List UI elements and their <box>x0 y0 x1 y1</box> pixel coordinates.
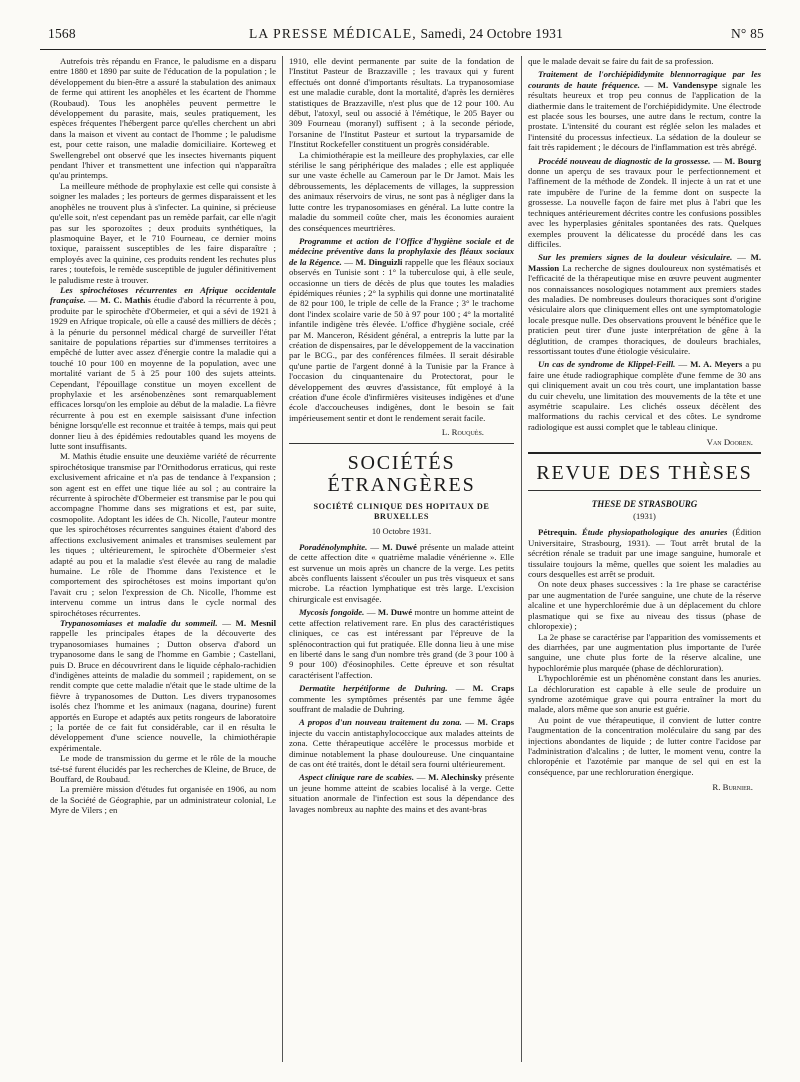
article-title: Un cas de syndrome de Klippel-Feill. <box>538 359 676 370</box>
article-author: M. Craps <box>472 683 514 694</box>
paragraph: Autrefois très répandu en France, le paludisme en a disparu entre 1880 et 1890 par suite de l'éducation de la population ; le développement du bien-être a assuré la stabulation des animaux de ferme qui attirent les anophèles et les écartent de l'homme (Roubaud). Tous les anophèles peuvent permettre le développement du parasite, mais, seules pratiquement, les espèces fréquentes l'hébergent parce qu'elles cherchent un abri dans la maison et vivent au contact de l'homme ; le paludisme est, pour cette raison, une maladie domiciliaire. Korteweg et Swellengrebel ont observé que les insectes hivernants piquent pendant l'hiver et transmettent une infection qui n'apparaîtra qu'au printemps. <box>50 56 276 181</box>
paragraph: La meilleure méthode de prophylaxie est celle qui consiste à soigner les malades ; les porteurs de germes disparaissent et les anophèles ne trouvent plus à s'infecter. La quinine, si précieuse qu'elle soit, n'est cependant pas un remède parfait, car elle n'agit pas sur les sporozoïtes ; deux produits synthétiques, la plasmoquine Bayer, et le 710 Fourneau, ce dernier moins toxique, paraissent susceptibles de les faire disparaître ; employés avec la quinine, ces produits rendent les rechutes plus rares ; toutefois, le remède susceptible de juguler définitivement le paludisme reste à trouver. <box>50 180 276 285</box>
journal-title <box>48 26 764 42</box>
article-text: donne un aperçu de ses travaux pour le perfectionnement et l'affinement de la méthode de Zondek. Il injecte à un rat et une rate impubère de l'urine de la femme dont on suspecte la grossesse. La nouvelle façon de faire met plus à l'abri que les techniques antérieurement décrites contre les confusions possibles avec les hyperplasies génitales spontanées des rats. Quelques exemples prouvent la délicatesse du procédé dans les cas difficiles. <box>528 166 761 249</box>
article-text: rappelle que les fléaux sociaux observés en Tunisie sont : 1° la tuberculose qui, à elle seule, occasionne un tiers de décès de plus que toutes les maladies épidémiques réunies ; 2° la syphilis qui donne une mortinatalité de 82 pour 100, le triple de celle de la France ; 3° le trachome dont l'index scolaire varie de 50 à 97 pour 100 ; 4° la mortalité infantile indigène très élevée. L'office d'hygiène sociale, créé par M. Manceron, Résident général, a entrepris la lutte par la création de dispensaires, par le développement de la vaccination par le BCG., par des conférences filmées. Il serait désirable qu'une partie de l'argent donné à la Tunisie par la France à l'occasion du cinquantenaire du Protectorat, pour le développement des œuvres d'assistance, fût employé à la création d'une école d'infirmières visiteuses indigènes et d'une école d'accoucheuses indigènes, dont le besoin se fait impérieusement sentir et dont le rendement serait facile. <box>289 256 515 423</box>
issue-date: Samedi, 24 Octobre 1931 <box>420 26 564 41</box>
paragraph: M. Mathis étudie ensuite une deuxième variété de récurrente spirochétosique transmise par l'Ornithodorus erraticus, qui reste exclusivement africaine et n'a pas de tendance à l'expansion ; son agent est en effet une tique liée au sol ; au contraire la récurrente à spirochète d'Obermeier est transmise par le pou qui accompagne l'homme dans ses migrations et est, par suite, cosmopolite. Adoptant les idées de Ch. Nicolle, l'auteur montre que les spirochétoses récurrentes sanguines étaient d'abord des affections exclusivement animales et transmises seulement par les tiques ; ultérieurement, le spirochète d'Obermeier s'est adapté au pou et la maladie s'est élevée au rang de maladie humaine. Le rôle de l'homme dans l'existence et le comportement des spirochétoses est moins important qu'on l'avait cru ; selon l'expression de Ch. Nicolle, l'homme est intervenu comme un intrus dans le cycle normal des spirochétoses récurrentes. <box>50 451 276 618</box>
article: Sur les premiers signes de la douleur vésiculaire. — M. Massion La recherche de signes douloureux non systématisés et l'efficacité de la thérapeutique mise en œuvre peuvent augmenter nos connaissances nosologiques notamment aux premiers stades des maladies. De nombreuses douleurs thoraciques sont d'origine vésiculaire alors que cliniquement elles ont une symptomatologie locale presque nulle. Des observations prouvent le bénéfice que le praticien peut tirer d'une juste interprétation de gêne à la déglutition, de crampes thoraciques, de douleurs brachiales, ressortissant toutes d'une étiologie vésiculaire. <box>528 252 762 356</box>
session-date: 10 Octobre 1931. <box>371 526 432 537</box>
article-title: Aspect clinique rare de scabies. <box>299 772 415 783</box>
header-rule <box>40 49 766 50</box>
article: Procédé nouveau de diagnostic de la grossesse. — M. Bourg donne un aperçu de ses travaux pour le perfectionnement et l'affinement de la méthode de Zondek. Il injecte à un rat et une rate impubère de l'urine de la femme dont on suspecte la grossesse. La nouvelle façon de faire met plus à l'abri que les techniques antérieurement décrites contre les confusions possibles avec les hyperplasies génitales spontanées des rats. Quelques exemples prouvent la délicatesse du procédé dans les cas difficiles. <box>528 155 761 249</box>
article: Programme et action de l'Office d'hygiène sociale et de médecine préventive dans la prophylaxie des fléaux sociaux de la Régence. — M. Dinguizli rappelle que les fléaux sociaux observés en Tunisie sont : 1° la tuberculose qui, à elle seule, occasionne un tiers de décès de plus que toutes les maladies épidémiques réunies ; 2° la syphilis qui donne une mortinatalité de 82 pour 100, le triple de celle de la France ; 3° le trachome dont l'index scolaire varie de 50 à 97 pour 100 ; 4° la mortalité infantile indigène très élevée. L'office d'hygiène sociale, créé par M. Manceron, Résident général, a entrepris la lutte par la création de dispensaires, par le développement de la vaccination par le BCG., par des conférences filmées. Il serait désirable qu'une partie de l'argent donné à la Tunisie par la France à l'occasion du cinquantenaire du Protectorat, pour le développement des œuvres d'assistance, fût employé à la création d'une école d'infirmières visiteuses indigènes et d'une école d'accoucheuses indigènes, dont le besoin se fait impérieusement sentir et dont le rendement serait facile. <box>289 235 515 423</box>
thesis-school: THESE DE STRASBOURG <box>591 498 698 509</box>
article-title: Trypanosomiases et maladie du sommeil. <box>60 617 218 628</box>
article-author: M. Alechinsky <box>428 772 483 783</box>
signature: Van Dooren. <box>706 437 753 448</box>
page-number: 1568 <box>48 26 76 41</box>
signature: L. Rouquès. <box>441 427 484 438</box>
journal-name: LA PRESSE MÉDICALE, <box>248 26 417 41</box>
thesis-text: Tout arrêt brutal de la sécrétion rénale se traduit par une image sanguine, humorale et tissulaire toujours la même, quelles que soient les maladies au cours desquelles est arrêt se produit. <box>528 537 761 580</box>
article-author: M. Dinguizli <box>355 256 403 267</box>
article-text: présente un malade atteint de cette affection dite « quatrième maladie vénérienne ». Elle est survenue un mois après un chancre de la verge. Les petits abcès confluents laissent s'écouler un pus très visqueux et sans microbe. La réaction lymphatique est très large. L'excision chirurgicale est envisagée. <box>289 541 515 604</box>
column-divider <box>282 56 283 1062</box>
column-divider <box>521 56 522 1062</box>
article-author: M. Duwé <box>377 607 413 618</box>
column-3 <box>528 56 761 793</box>
paragraph: On note deux phases successives : la 1re phase se caractérise par une augmentation de l'urée sanguine, une chute de la réserve alcaline et une hyperchlorémie due à un déplacement du chlore plasmatique qui se fixe au niveau des tissus (phase de chloropexie) ; <box>528 579 761 632</box>
article-text: signale les résultats heureux et trop peu connus de l'application de la diathermie dans le traitement de l'orchiépididymite. Une électrode est placée sous les bourses, une autre dans le rectum, contre la prostate. L'intensité du courant est réglée selon les malades et l'intensité du processus infectieux. La sédation de la douleur se fait très rapidement ; le décours de l'inflammation est très abrégé. <box>528 79 762 153</box>
section-rule <box>528 452 761 454</box>
article: A propos d'un nouveau traitement du zona. — M. Craps injecte du vaccin antistaphylococcique aux malades atteints de zona. Cette thérapeutique accélère le processus morbide et diminue notablement la phase douloureuse. Une cinquantaine de cas ont été traités, dont le détail sera fourni ultérieurement. <box>289 717 514 769</box>
article-author: M. Bourg <box>724 155 761 166</box>
article: Traitement de l'orchiépididymite blennorragique par les courants de haute fréquence. — M. Vandensype signale les résultats heureux et trop peu connus de l'application de la diathermie dans le traitement de l'orchiépididymite. Une électrode est placée sous les bourses, une autre dans le rectum, contre la prostate. L'intensité du courant est réglée selon les malades et l'intensité du processus infectieux. La sédation de la douleur se fait très rapidement ; le décours de l'inflammation est très abrégé. <box>528 69 762 153</box>
article-text: a pu faire une étude radiographique complète d'une femme de 30 ans qui cliniquement avait un cou très court, une implantation basse du cuir chevelu, une limitation des mouvements de la tête et une asymétrie scapulaire. Les clichés osseux décèlent des malformations du rachis cervical et des côtes. Le syndrome radiologique est aussi complet que le tableau clinique. <box>528 359 762 432</box>
article-text: montre un homme atteint de cette affection relativement rare. En plus des caractéristiques cliniques, ce cas est intéressant par l'épreuve de la splénocontraction qui fut pratiquée. Elle donna lieu à une mise en liberté dans le sang d'un nombre très grand (de 3 pour 100 à 9 pour 100) d'éosinophiles. Cette épreuve et son résultat caractérisent l'affection. <box>289 607 515 680</box>
thesis-publication: (Édition Universitaire, Strasbourg, 1931). <box>528 527 761 548</box>
article: Aspect clinique rare de scabies. — M. Alechinsky présente un jeune homme atteint de scabies localisé à la verge. Cette situation anormale de l'infection est sous la dépendance des lavages nombreux au naphte des mains et des avant-bras <box>289 772 515 814</box>
column-1 <box>50 56 276 816</box>
column-2 <box>289 56 514 814</box>
article-title: Poradénolymphite. <box>299 541 368 552</box>
section-title: REVUE DES THÈSES <box>536 461 753 484</box>
thesis-title: Étude physiopathologique des anuries <box>581 527 728 538</box>
paragraph: Au point de vue thérapeutique, il convient de lutter contre l'augmentation de la concentration moléculaire du sang par des injections abondantes de liquide ; de lutter contre l'acidose par l'administration d'alcalins ; de lutter, le moment venu, contre la chloropénie et l'azotémie par manque de sel qui en est la conséquence, par une rechloruration énergique. <box>528 714 761 777</box>
article-author: M. Massion <box>528 252 762 273</box>
section-rule <box>289 443 514 444</box>
paragraph: Le mode de transmission du germe et le rôle de la mouche tsé-tsé furent élucidés par les recherches de Kleine, de Bruce, de Bouffard, de Roubaud. <box>50 753 276 785</box>
article-author: M. Mesnil <box>235 617 276 628</box>
thesis-review: Pétrequin. Étude physiopathologique des anuries (Édition Universitaire, Strasbourg, 1931). — Tout arrêt brutal de la sécrétion rénale se traduit par une image sanguine, humorale et tissulaire toujours la même, quelles que soient les maladies au cours desquelles est arrêt se produit. <box>528 527 761 580</box>
page-header <box>48 26 764 44</box>
paragraph: L'hypochlorémie est un phénomène constant dans les anuries. La déchloruration est capable à elle seule de produire un syndrome azotémique grave qui pourra entraîner la mort du malade, alors même que son anurie est guérie. <box>528 673 761 715</box>
paragraph: La chimiothérapie est la meilleure des prophylaxies, car elle stérilise le sang périphérique des malades ; elle est appliquée sur une vaste échelle au Cameroun par le Dr Jamot. Mais les débroussements, les déplacements de villages, la suppression des animaux réservoirs de virus, ne sont pas à négliger dans la lutte contre les trypanosomiases en général. La lutte contre la maladie du sommeil coûte cher, mais les économies auraient des conséquences meurtrières. <box>289 149 514 233</box>
paragraph: La 2e phase se caractérise par l'apparition des vomissements et des diarrhées, par une augmentation plus importante de l'urée sanguine, une chute plus forte de la réserve alcaline, une hypochlorémie plus marquée (phase de déchloruration). <box>528 631 761 673</box>
article-title: Programme et action de l'Office d'hygiène sociale et de médecine préventive dans la prophylaxie des fléaux sociaux de la Régence. <box>289 235 514 267</box>
paragraph: La première mission d'études fut organisée en 1906, au nom de la Société de Géographie, par un administrateur colonial, Le Myre de Vilers ; en <box>50 784 276 816</box>
article-author: M. Duwé <box>382 541 417 552</box>
article-text: rappelle les principales étapes de la découverte des trypanosomiases humaines ; Dutton observa d'abord un trypanosome dans le sang de l'homme en Gambie ; Castellani, puis D. Bruce en découvrirent dans le liquide céphalo-rachidien d'indigènes atteints de maladie du sommeil ; rapidement, on se rendit compte que cette maladie n'était que le stade ultime de la fièvre à trypanosomes de Dutton. Les divers trypanosomes isolés chez l'homme et les animaux (nagana, dourine) furent apportés en Europe et adaptés aux petits rongeurs de laboratoire ; la portée de ce fait fut considérable, car il en résulta le développement d'une science nouvelle, la chimiothérapie expérimentale. <box>50 628 276 753</box>
article: Dermatite herpétiforme de Duhring. — M. Craps commente les symptômes présentés par une femme âgée souffrant de maladie de Duhring. <box>289 683 514 714</box>
section-rule <box>528 490 761 491</box>
section-title: SOCIÉTÉS ÉTRANGÈRES <box>327 451 476 496</box>
article: Un cas de syndrome de Klippel-Feill. — M. A. Meyers a pu faire une étude radiographique complète d'une femme de 30 ans qui cliniquement avait un cou très court, une implantation basse du cuir chevelu, une limitation des mouvements de la tête et une asymétrie scapulaire. Les clichés osseux décèlent des malformations du rachis cervical et des côtes. Le syndrome radiologique est aussi complet que le tableau clinique. <box>528 359 762 432</box>
article-title: Sur les premiers signes de la douleur vésiculaire. <box>538 252 733 263</box>
article-text: présente un jeune homme atteint de scabies localisé à la verge. Cette situation anormale de l'infection est sous la dépendance des lavages nombreux au naphte des mains et des avant-bras <box>289 772 515 814</box>
society-name: SOCIÉTÉ CLINIQUE DES HOPITAUX DE BRUXELLES <box>313 501 490 522</box>
signature: R. Burnier. <box>712 782 753 793</box>
article-title: Procédé nouveau de diagnostic de la grossesse. <box>538 155 711 166</box>
article-title: Dermatite herpétiforme de Duhring. <box>299 683 448 694</box>
article-author: M. A. Meyers <box>690 359 743 370</box>
article-author: M. Craps <box>477 717 514 728</box>
article: Les spirochétoses récurrentes en Afrique occidentale française. — M. C. Mathis étudie d'abord la récurrente à pou, produite par le spirochète d'Obermeier, et qui a sévi de 1921 à 1929 en Afrique tropicale, où elle a causé des milliers de décès ; à la pénurie du personnel médical chargé de surveiller l'état sanitaire de populations réparties sur d'immenses territoires a empêché de lutter avec assez d'énergie contre la maladie qui a touché 10 pour 100 en moyenne de la population, avec une mortalité variant de 5 à 25 pour 100 des sujets atteints. Cependant, l'épouillage constitue un moyen excellent de prophylaxie et les arsénobenzènes sont remarquablement efficaces lorsqu'on les emploie au début de la maladie. La fièvre récurrente à pou est en exemple saisissant d'une infection bénigne lorsqu'elle est reconnue et traitée à temps, mais qui peut donner lieu à des épidémies redoutables quand les moyens de lutte sont insuffisants. <box>50 284 277 452</box>
article-text: commente les symptômes présentés par une femme âgée souffrant de maladie de Duhring. <box>289 693 514 714</box>
article-text: injecte du vaccin antistaphylococcique aux malades atteints de zona. Cette thérapeutique accélère le processus morbide et diminue notablement la phase douloureuse. Une cinquantaine de cas ont été traités, dont le détail sera fourni ultérieurement. <box>289 727 514 769</box>
article-title: Les spirochétoses récurrentes en Afrique occidentale française. <box>50 284 276 306</box>
article: Mycosis fongoïde. — M. Duwé montre un homme atteint de cette affection relativement rare. En plus des caractéristiques cliniques, ce cas est intéressant par l'épreuve de la splénocontraction qui fut pratiquée. Elle donna lieu à une mise en liberté dans le sang d'un nombre très grand (de 3 pour 100 à 9 pour 100) d'éosinophiles. Cette épreuve et son résultat caractérisent l'affection. <box>289 607 515 680</box>
article-text: étudie d'abord la récurrente à pou, produite par le spirochète d'Obermeier, et qui a sévi de 1921 à 1929 en Afrique tropicale, où elle a causé des milliers de décès ; à la pénurie du personnel médical chargé de surveiller l'état sanitaire de populations réparties sur d'immenses territoires a empêché de lutter avec assez d'énergie contre la maladie qui a touché 10 pour 100 en moyenne de la population, avec une mortalité variant de 5 à 25 pour 100 des sujets atteints. Cependant, l'épouillage constitue un moyen excellent de prophylaxie et les arsénobenzènes sont remarquablement efficaces lorsqu'on les emploie au début de la maladie. La fièvre récurrente à pou est en exemple saisissant d'une infection bénigne lorsqu'elle est reconnue et traitée à temps, mais qui peut donner lieu à des épidémies redoutables quand les moyens de lutte sont insuffisants. <box>50 295 277 452</box>
article-author: M. Vandensype <box>657 79 718 90</box>
thesis-year: (1931) <box>633 511 656 522</box>
paragraph: que le malade devait se faire du fait de sa profession. <box>528 56 714 66</box>
article: Poradénolymphite. — M. Duwé présente un malade atteint de cette affection dite « quatrième maladie vénérienne ». Elle est survenue un mois après un chancre de la verge. Les petits abcès confluents laissent s'écouler un pus très visqueux et sans microbe. La réaction lymphatique est très large. L'excision chirurgicale est envisagée. <box>289 541 515 604</box>
article: Trypanosomiases et maladie du sommeil. — M. Mesnil rappelle les principales étapes de la découverte des trypanosomiases humaines ; Dutton observa d'abord un trypanosome dans le sang de l'homme en Gambie ; Castellani, puis D. Bruce en découvrirent dans le liquide céphalo-rachidien d'indigènes atteints de maladie du sommeil ; rapidement, on se rendit compte que cette maladie n'était que le stade ultime de la fièvre à trypanosomes de Dutton. Les divers trypanosomes isolés chez l'homme et les animaux (nagana, dourine) furent apportés en Europe et adaptés aux petits rongeurs de laboratoire ; la portée de ce fait fut considérable, car il en résulta le développement d'une science nouvelle, la chimiothérapie expérimentale. <box>50 617 276 753</box>
paragraph: 1910, elle devint permanente par suite de la fondation de l'Institut Pasteur de Brazzaville ; les travaux qui y furent effectués ont donné d'importants résultats. La trypanosomiase est une maladie curable, dont la mortalité, d'après les dernières statistiques de Brazzaville, n'est plus que de 12 pour 100. Au début, l'atoxyl, seul ou associé à l'émétique, le 205 Bayer ou 309 Fourneau (moranyl) suffisent ; à la seconde période, l'orsanine de l'Institut Pasteur et surtout la tryparsamide de l'Institut Rockefeller constituent un progrès considérable. <box>289 56 514 150</box>
article-author: M. C. Mathis <box>100 295 151 306</box>
issue-number: N° 85 <box>730 26 764 41</box>
article-text: La recherche de signes douloureux non systématisés et l'efficacité de la thérapeutique mise en œuvre peuvent augmenter nos connaissances nosologiques notamment aux premiers stades des maladies. De nombreuses douleurs thoraciques sont d'origine vésiculaire alors que cliniquement elles ont une symptomatologie locale presque nulle. Des observations prouvent le bénéfice que le praticien peut tirer d'une juste interprétation de gêne à la déglutition, de crampes thoraciques, de douleurs brachiales, ressortissant toutes d'une étiologie vésiculaire. <box>528 262 761 356</box>
thesis-author: Pétrequin. <box>538 527 577 538</box>
article-title: A propos d'un nouveau traitement du zona. <box>299 717 462 728</box>
article-title: Mycosis fongoïde. <box>299 607 365 618</box>
article-title: Traitement de l'orchiépididymite blennorragique par les courants de haute fréquence. <box>528 69 761 90</box>
